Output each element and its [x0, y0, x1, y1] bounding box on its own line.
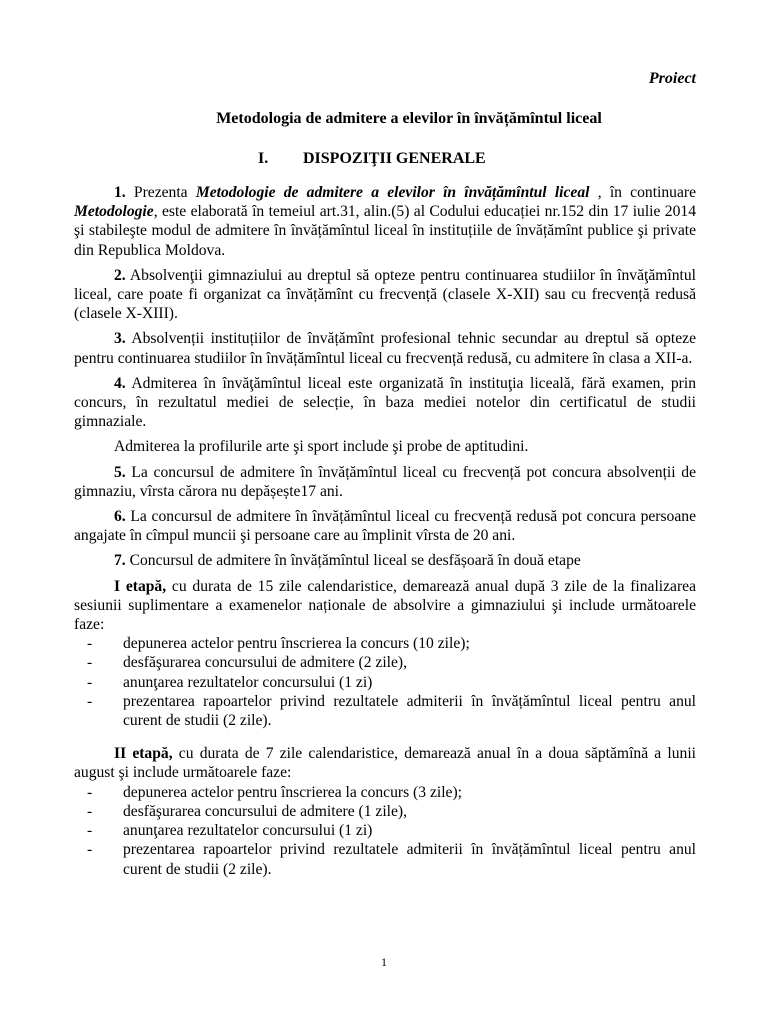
- stage-1-phases: [74, 634, 696, 730]
- paragraph-number: 5.: [114, 463, 126, 481]
- paragraph-4-extra: Admiterea la profilurile arte şi sport include şi probe de aptitudini.: [114, 438, 529, 456]
- paragraph-number: 6.: [114, 508, 126, 526]
- paragraph-3: 3. Absolvenții instituțiilor de învățămînt profesional tehnic secundar au dreptul să opteze pentru continuarea studiilor în învățămîntul liceal cu frecvență redusă, cu admitere în clasa a XII-a.: [74, 330, 696, 367]
- list-item: - desfăşurarea concursului de admitere (2 zile),: [74, 653, 696, 672]
- stage-2-phases: [74, 783, 696, 879]
- document-title: Metodologia de admitere a elevilor în învățămîntul liceal: [216, 110, 602, 127]
- draft-label: Proiect: [648, 70, 696, 87]
- stage-label: II etapă,: [114, 745, 173, 763]
- paragraph-4: 4. Admiterea în învăţămîntul liceal este organizată în instituţia liceală, fără examen, prin concurs, în rezultatul mediei de selecție, în baza mediei notelor din certificatul de studii gimnaziale.: [74, 374, 696, 431]
- paragraph-number: 2.: [114, 266, 126, 284]
- paragraph-number: 4.: [114, 374, 126, 392]
- emphasis: Metodologie: [74, 203, 154, 221]
- paragraph-7: 7. Concursul de admitere în învățămîntul liceal se desfășoară în două etape: [114, 552, 581, 570]
- paragraph-2: 2. Absolvenţii gimnaziului au dreptul să opteze pentru continuarea studiilor în învăţămîntul liceal, care poate fi organizat ca învățămînt cu frecvență (clasele X-XII) sau cu frecvență redusă (clasele X-XIII).: [74, 266, 696, 323]
- document-body: [74, 183, 696, 879]
- list-item: - depunerea actelor pentru înscrierea la concurs (3 zile);: [74, 783, 696, 802]
- paragraph-1: 1. Prezenta Metodologie de admitere a elevilor în învățămîntul liceal , în continuare Metodologie, este elaborată în temeiul art.31, alin.(5) al Codului educației nr.152 din 17 iulie 2014 şi stabileşte modul de admitere în învățămîntul liceal în instituțiile de învățămînt publice şi private din Republica Moldova.: [74, 184, 696, 259]
- list-item: - prezentarea rapoartelor privind rezultatele admiterii în învățămîntul liceal pentru anul curent de studii (2 zile).: [74, 692, 696, 730]
- paragraph-number: 1.: [114, 184, 126, 201]
- chapter-title: DISPOZIŢII GENERALE: [303, 150, 486, 167]
- paragraph-number: 7.: [114, 552, 126, 570]
- page-number: 1: [381, 955, 387, 969]
- stage-label: I etapă,: [114, 577, 167, 595]
- stage-2-intro: II etapă, cu durata de 7 zile calendaristice, demarează anual în a doua săptămînă a lunii august şi include următoarele faze:: [74, 745, 696, 782]
- list-item: - prezentarea rapoartelor privind rezultatele admiterii în învățămîntul liceal pentru anul curent de studii (2 zile).: [74, 840, 696, 878]
- list-item: - anunţarea rezultatelor concursului (1 zi): [74, 673, 696, 692]
- chapter-number: I.: [258, 150, 269, 167]
- list-item: - anunţarea rezultatelor concursului (1 zi): [74, 821, 696, 840]
- stage-1-intro: I etapă, cu durata de 15 zile calendaristice, demarează anual după 3 zile de la finalizarea sesiunii suplimentare a examenelor naționale de absolvire a gimnaziului şi include următoarele faze:: [74, 577, 696, 634]
- list-item: - desfăşurarea concursului de admitere (1 zile),: [74, 802, 696, 821]
- paragraph-5: 5. La concursul de admitere în învățămîntul liceal cu frecvență pot concura absolvenții de gimnaziu, vîrsta cărora nu depășește17 ani.: [74, 463, 696, 500]
- paragraph-6: 6. La concursul de admitere în învățămîntul liceal cu frecvență redusă pot concura persoane angajate în cîmpul muncii şi persoane care au împlinit vîrsta de 20 ani.: [74, 508, 696, 545]
- paragraph-number: 3.: [114, 330, 126, 348]
- emphasis: Metodologie de admitere a elevilor în învățămîntul liceal: [195, 184, 590, 201]
- list-item: - depunerea actelor pentru înscrierea la concurs (10 zile);: [74, 634, 696, 653]
